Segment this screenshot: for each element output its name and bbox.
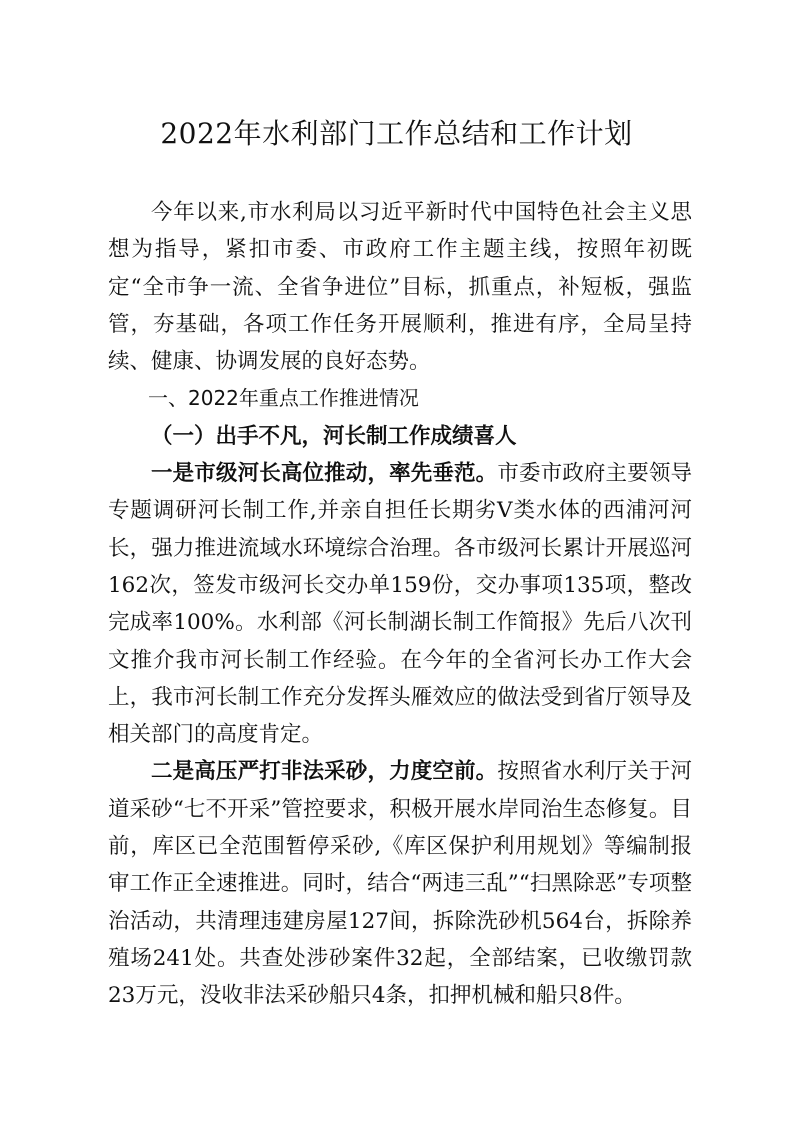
paragraph-lead: 二是高压严打非法采砂，力度空前。 <box>151 759 498 785</box>
intro-paragraph: 今年以来,市水利局以习近平新时代中国特色社会主义思想为指导，紧扣市委、市政府工作主题主线，按照年初既定“全市争一流、全省争进位”目标，抓重点，补短板，强监管，夯基础，各项工作任务开展顺利，推进有序，全局呈持续、健康、协调发展的良好态势。 <box>108 200 692 375</box>
paragraph-text: 市委市政府主要领导专题调研河长制工作,并亲自担任长期劣V类水体的西浦河河长，强力推进流域水环境综合治理。各市级河长累计开展巡河162次，签发市级河长交办单159份，交办事项135项，整改完成率100%。水利部《河长制湖长制工作简报》先后八次刊文推介我市河长制工作经验。在今年的全省河长办工作大会上，我市河长制工作充分发挥头雁效应的做法受到省厅领导及相关部门的高度肯定。 <box>108 461 692 748</box>
subsection-heading: （一）出手不凡，河长制工作成绩喜人 <box>151 423 517 449</box>
paragraph-river-chief <box>108 455 692 753</box>
document-body <box>108 194 692 1015</box>
paragraph-lead: 一是市级河长高位推动，率先垂范。 <box>151 461 498 487</box>
paragraph-sand-mining <box>108 753 692 1014</box>
section-heading: 一、2022年重点工作推进情况 <box>148 386 419 411</box>
document-title: 2022年水利部门工作总结和工作计划 <box>160 117 633 150</box>
paragraph-text: 按照省水利厅关于河道采砂“七不开采”管控要求，积极开展水岸同治生态修复。目前，库区已全范围暂停采砂,《库区保护利用规划》等编制报审工作正全速推进。同时，结合“两违三乱”“扫黑除恶”专项整治活动，共清理违建房屋127间，拆除洗砂机564台，拆除养殖场241处。共查处涉砂案件32起，全部结案，已收缴罚款23万元，没收非法采砂船只4条，扣押机械和船只8件。 <box>108 759 692 1009</box>
